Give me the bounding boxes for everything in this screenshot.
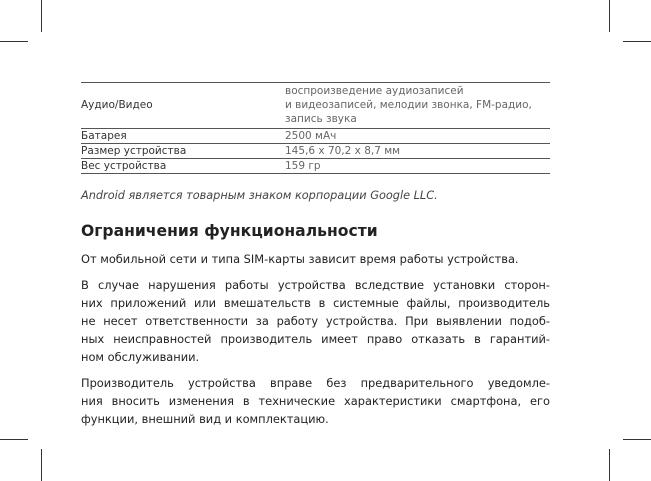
paragraph-third-party-apps — [81, 276, 550, 366]
paragraph-line: ных неисправностей производитель имеет право отказать в гарантий- — [81, 332, 550, 346]
spec-value: 159 гр — [285, 159, 550, 174]
paragraph-line: них приложений или вмешательств в системные файлы, производитель — [81, 296, 550, 310]
trademark-note: Android является товарным знаком корпорации Google LLC. — [81, 189, 438, 202]
section-title: Ограничения функциональности — [81, 222, 378, 240]
crop-mark-top-left-vertical — [41, 0, 42, 32]
spec-value-line: воспроизведение аудиозаписей — [285, 85, 464, 97]
paragraph-line: ном обслуживании. — [81, 350, 200, 364]
spec-value-line: запись звука — [285, 113, 357, 125]
paragraph-line: ния вносить изменения в технические характеристики смартфона, его — [81, 394, 550, 408]
paragraph-sim-dependency: От мобильной сети и типа SIM-карты зависит время работы устройства. — [81, 252, 519, 266]
crop-mark-top-left-horizontal — [0, 41, 28, 42]
crop-mark-bottom-left-vertical — [41, 449, 42, 481]
paragraph-line: функции, внешний вид и комплектацию. — [81, 412, 329, 426]
crop-mark-bottom-right-horizontal — [623, 439, 651, 440]
crop-mark-bottom-left-horizontal — [0, 439, 28, 440]
paragraph-line: не несет ответственности за работу устройства. При выявлении подоб- — [81, 314, 550, 328]
spec-label: Размер устройства — [81, 144, 285, 159]
spec-label: Вес устройства — [81, 159, 285, 174]
spec-label: Аудио/Видео — [81, 83, 285, 129]
spec-value-line: и видеозаписей, мелодии звонка, FM-радио, — [285, 99, 532, 111]
crop-mark-top-right-horizontal — [623, 41, 651, 42]
specs-table — [81, 82, 550, 174]
paragraph-manufacturer-rights — [81, 374, 550, 428]
table-row — [81, 144, 550, 159]
spec-value — [285, 83, 550, 129]
table-row — [81, 83, 550, 129]
spec-label: Батарея — [81, 129, 285, 144]
crop-mark-bottom-right-vertical — [609, 449, 610, 481]
spec-value: 2500 мАч — [285, 129, 550, 144]
table-row — [81, 129, 550, 144]
crop-mark-top-right-vertical — [609, 0, 610, 32]
table-row — [81, 159, 550, 174]
paragraph-line: Производитель устройства вправе без предварительного уведомле- — [81, 376, 550, 390]
page-content — [81, 82, 550, 428]
spec-value: 145,6 х 70,2 х 8,7 мм — [285, 144, 550, 159]
paragraph-line: В случае нарушения работы устройства вследствие установки сторон- — [81, 278, 550, 292]
